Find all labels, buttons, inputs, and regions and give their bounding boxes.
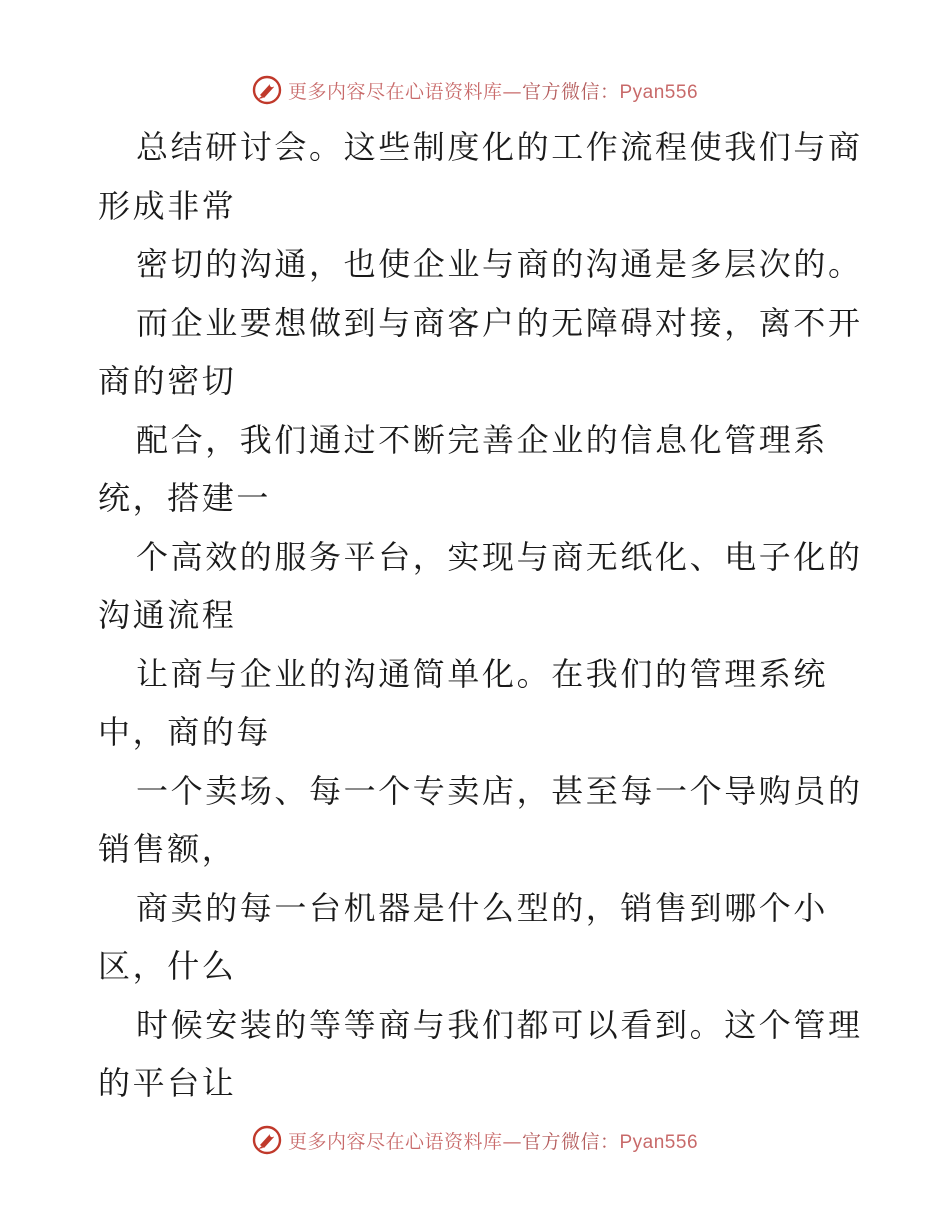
text-line: 区，什么 [98,947,237,985]
watermark-main: 更多内容尽在心语资料库 [287,1130,503,1153]
text-line: 商卖的每一台机器是什么型的，销售到哪个小 [136,888,829,927]
text-line: 个高效的服务平台，实现与商无纸化、电子化的 [136,537,863,576]
document-body [98,118,863,1113]
text-line: 中，商的每 [98,713,272,751]
text-line: 统，搭建一 [98,479,272,517]
text-line: 密切的沟通，也使企业与商的沟通是多层次的。 [136,245,863,283]
wechat-id: Pyan556 [619,1131,699,1153]
text-line: 销售额， [98,830,237,868]
text-line: 而企业要想做到与商客户的无障碍对接，离不开 [136,303,863,342]
watermark-text [288,77,698,104]
wechat-id: Pyan556 [619,81,699,103]
text-line: 商的密切 [98,362,237,400]
text-line: 沟通流程 [98,596,237,634]
text-line: 让商与企业的沟通简单化。在我们的管理系统 [136,654,829,693]
watermark-dash: — [502,80,522,103]
text-line: 形成非常 [98,186,237,225]
watermark-dash: — [502,1130,522,1153]
watermark-text [288,1127,698,1154]
watermark-main: 更多内容尽在心语资料库 [287,80,503,103]
footer-watermark-banner [0,1120,950,1160]
wechat-label: 官方微信： [521,80,620,103]
text-line: 配合，我们通过不断完善企业的信息化管理系 [136,420,829,459]
header-watermark-banner [0,70,950,110]
logo-icon [252,1125,282,1155]
logo-icon [252,75,282,105]
text-line: 总结研讨会。这些制度化的工作流程使我们与商 [136,128,863,166]
wechat-label: 官方微信： [521,1130,620,1153]
text-line: 的平台让 [98,1064,237,1102]
text-line: 时候安装的等等商与我们都可以看到。这个管理 [136,1005,863,1044]
text-line: 一个卖场、每一个专卖店，甚至每一个导购员的 [136,771,863,810]
